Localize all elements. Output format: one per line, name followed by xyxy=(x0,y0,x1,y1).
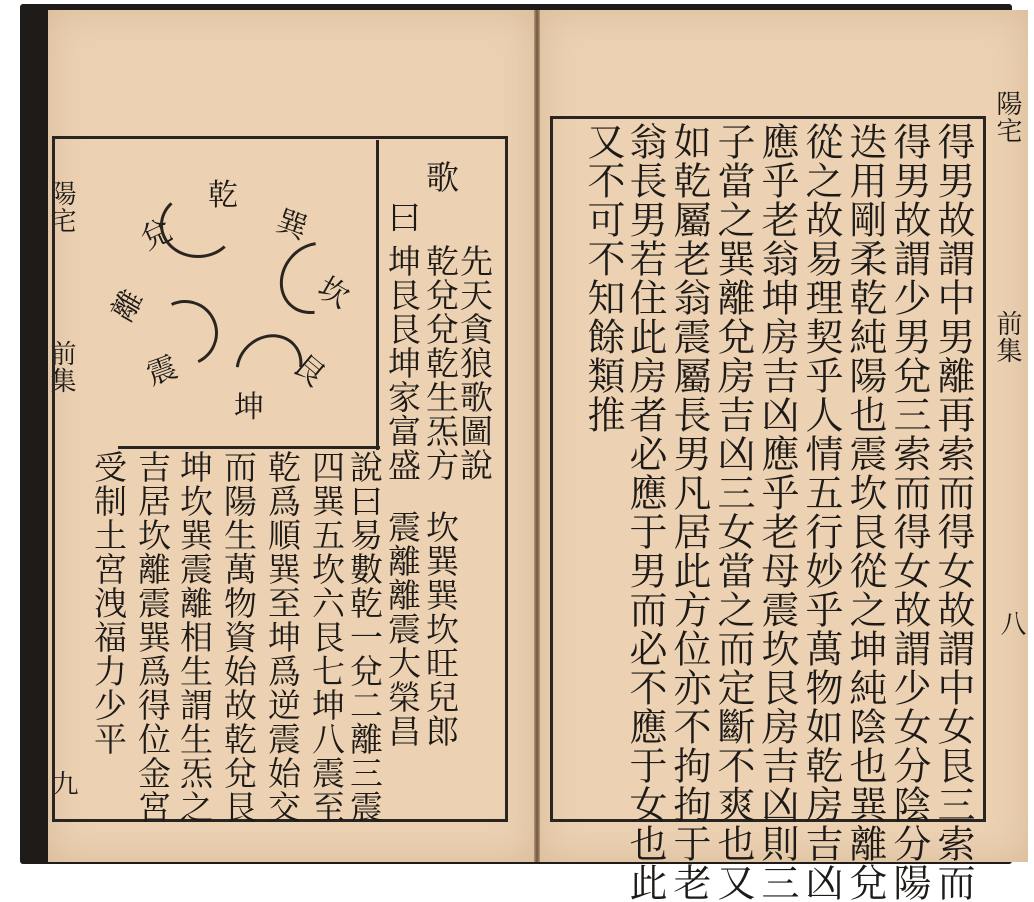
diagram-label-kun: 坤 xyxy=(234,390,264,425)
diagram-label-qian: 乾 xyxy=(208,178,238,213)
left-heading: 先天貪狼歌圖說 xyxy=(455,244,494,482)
text-column-2: 得男故謂少男兌三索而得女故謂少女分陰分陽 xyxy=(887,122,931,902)
text-column-1: 得男故謂中男離再索而得女故謂中女艮三索而 xyxy=(931,122,975,902)
text-column-5: 應乎老翁坤房吉凶應乎老母震坎艮房吉凶則三 xyxy=(755,122,799,902)
book-scan xyxy=(20,4,1026,902)
explanation-col-4: 而陽生萬物資始故乾兌艮 xyxy=(219,450,258,824)
text-column-4: 從之故易理契乎人情五行妙乎萬物如乾房吉凶 xyxy=(799,122,843,902)
song-line-2: 坤艮艮坤家富盛 xyxy=(383,244,422,482)
left-margin-title: 陽宅 xyxy=(46,180,76,234)
explanation-col-5: 坤坎巽震離相生謂生炁之 xyxy=(175,450,214,824)
diagram-label-gen: 艮 xyxy=(286,347,332,394)
right-header-volume: 前集 xyxy=(992,310,1022,364)
diagram-label-dui: 兌 xyxy=(135,212,178,258)
left-margin-volume: 前集 xyxy=(46,340,76,394)
diagram-label-xun: 巽 xyxy=(271,203,312,247)
diagram-arc-1 xyxy=(160,192,236,258)
right-header-title: 陽宅 xyxy=(992,90,1022,144)
text-column-7: 如乾屬老翁震屬長男凡居此方位亦不拘拘于老 xyxy=(667,122,711,902)
right-page xyxy=(540,10,1028,902)
explanation-col-6: 吉居坎離震巽爲得位金宮 xyxy=(133,450,172,824)
text-column-6: 子當之巽離兌房吉凶三女當之而定斷不爽也又 xyxy=(711,122,755,902)
explanation-col-2: 四巽五坎六艮七坤八震至 xyxy=(307,450,346,824)
diagram-label-zhen: 震 xyxy=(142,349,183,393)
song-line-2b: 震離離震大榮昌 xyxy=(383,510,422,748)
song-line-1b: 坎巽巽坎旺兒郎 xyxy=(421,510,460,748)
text-column-3: 迭用剛柔乾純陽也震坎艮從之坤純陰也巽離兌 xyxy=(843,122,887,902)
diagram-label-li: 離 xyxy=(105,284,151,328)
text-column-9: 又不可不知餘類推 xyxy=(581,122,625,434)
left-folio: 九 xyxy=(48,770,78,797)
diagram-label-kan: 坎 xyxy=(311,270,355,316)
explanation-col-1: 說曰易數乾一兌二離三震 xyxy=(345,450,384,824)
say-label: 曰 xyxy=(383,200,422,234)
left-frame-divider-h xyxy=(118,446,380,449)
text-column-8: 翁長男若住此房者必應于男而必不應于女也此 xyxy=(623,122,667,902)
song-label: 歌 xyxy=(421,160,460,194)
right-folio: 八 xyxy=(996,610,1026,637)
explanation-col-7: 受制土宮洩福力少平 xyxy=(89,450,128,756)
left-page xyxy=(48,10,534,862)
explanation-col-3: 乾爲順巽至坤爲逆震始交 xyxy=(263,450,302,824)
left-frame-divider xyxy=(376,140,379,450)
song-line-1: 乾兌兌乾生炁方 xyxy=(421,244,460,482)
